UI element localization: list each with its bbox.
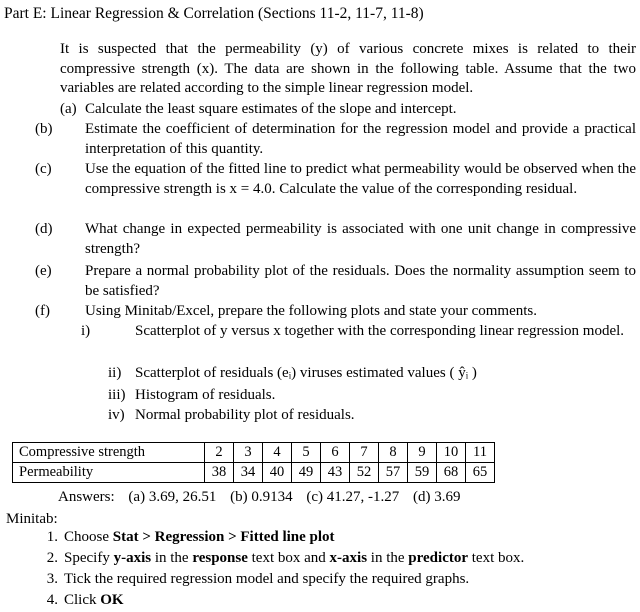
question-c: [35, 160, 636, 199]
row-header-compressive-strength: Compressive strength: [13, 443, 205, 463]
question-text: What change in expected permeability is associated with one unit change in compressive strength?: [85, 221, 636, 257]
list-item: [18, 549, 524, 570]
step-bold: y-axis: [113, 550, 152, 566]
question-e: [35, 262, 636, 301]
data-table: [12, 442, 495, 483]
table-cell: 8: [379, 443, 408, 463]
subitem-label: iii): [108, 387, 126, 403]
page-title: Part E: Linear Regression & Correlation (Sections 11-2, 11-7, 11-8): [4, 5, 424, 22]
table-cell: 59: [408, 463, 437, 483]
table-cell: 7: [350, 443, 379, 463]
list-item: [18, 570, 524, 591]
step-bold: OK: [100, 592, 124, 608]
answers-label: Answers:: [58, 489, 115, 505]
question-text: Prepare a normal probability plot of the residuals. Does the normality assumption seem to be satisfied?: [85, 263, 636, 299]
step-bold: response: [192, 550, 248, 566]
answer-b: (b) 0.9134: [230, 489, 293, 505]
table-cell: 57: [379, 463, 408, 483]
subitem-text: Normal probability plot of residuals.: [135, 407, 355, 423]
table-cell: 2: [205, 443, 234, 463]
minitab-heading: Minitab:: [6, 511, 58, 527]
table-cell: 9: [408, 443, 437, 463]
step-text: Specify: [64, 550, 114, 566]
question-b: [35, 120, 636, 159]
answers-line: [58, 488, 470, 508]
step-number: 3.: [46, 571, 58, 587]
table-cell: 49: [292, 463, 321, 483]
subitem-label: ii): [108, 365, 122, 381]
table-cell: 40: [263, 463, 292, 483]
subitem-ii: [108, 364, 636, 384]
problem-intro: It is suspected that the permeability (y) of various concrete mixes is related to their compressive strength (x). The data are shown in the following table. Assume that the two variables are related according to the simple linear regression model.: [60, 41, 636, 97]
question-label: (d): [35, 221, 53, 237]
subitem-label: iv): [108, 407, 125, 423]
table-cell: 3: [234, 443, 263, 463]
table-row: [13, 443, 495, 463]
step-text: in the: [151, 550, 193, 566]
question-text: Using Minitab/Excel, prepare the following plots and state your comments.: [85, 303, 537, 319]
step-text: text box.: [468, 550, 525, 566]
answer-c: (c) 41.27, -1.27: [306, 489, 400, 505]
table-cell: 38: [205, 463, 234, 483]
table-cell: 5: [292, 443, 321, 463]
question-label: (e): [35, 263, 52, 279]
table-cell: 6: [321, 443, 350, 463]
question-label: (f): [35, 303, 50, 319]
table-cell: 11: [466, 443, 495, 463]
question-f: [35, 302, 636, 322]
step-number: 4.: [46, 592, 58, 608]
table-cell: 43: [321, 463, 350, 483]
question-d: [35, 220, 636, 259]
subitem-text: Scatterplot of residuals (eᵢ) viruses estimated values ( ŷᵢ ): [135, 365, 477, 381]
minitab-steps: [18, 528, 524, 612]
table-cell: 52: [350, 463, 379, 483]
answer-a: (a) 3.69, 26.51: [128, 489, 217, 505]
list-item: [18, 528, 524, 549]
step-bold: Stat > Regression > Fitted line plot: [112, 529, 335, 545]
step-number: 1.: [46, 529, 58, 545]
subitem-i: [81, 322, 636, 342]
step-text: Click: [64, 592, 101, 608]
step-text: text box and: [247, 550, 330, 566]
step-text: in the: [367, 550, 409, 566]
answer-d: (d) 3.69: [412, 489, 461, 505]
step-text: Tick the required regression model and specify the required graphs.: [64, 571, 470, 587]
subitem-label: i): [81, 323, 91, 339]
step-bold: predictor: [408, 550, 469, 566]
question-label: (b): [35, 121, 53, 137]
question-text: Estimate the coefficient of determination for the regression model and provide a practical interpretation of this quantity.: [85, 121, 636, 157]
subitem-iv: [108, 406, 636, 426]
subitem-text: Histogram of residuals.: [135, 387, 276, 403]
question-label: (a): [60, 101, 77, 117]
subitem-iii: [108, 386, 636, 406]
table-cell: 65: [466, 463, 495, 483]
question-label: (c): [35, 161, 52, 177]
list-item: [18, 591, 524, 612]
question-a: [60, 100, 636, 120]
table-cell: 34: [234, 463, 263, 483]
row-header-permeability: Permeability: [13, 463, 205, 483]
table-cell: 10: [437, 443, 466, 463]
subitem-text: Scatterplot of y versus x together with the corresponding linear regression model.: [135, 323, 625, 339]
question-text: Use the equation of the fitted line to predict what permeability would be observed when the compressive strength is x = 4.0. Calculate the value of the corresponding residual.: [85, 161, 636, 197]
table-row: [13, 463, 495, 483]
table-cell: 4: [263, 443, 292, 463]
table-cell: 68: [437, 463, 466, 483]
question-text: Calculate the least square estimates of the slope and intercept.: [85, 101, 457, 117]
step-text: Choose: [64, 529, 113, 545]
step-bold: x-axis: [329, 550, 368, 566]
step-number: 2.: [46, 550, 58, 566]
